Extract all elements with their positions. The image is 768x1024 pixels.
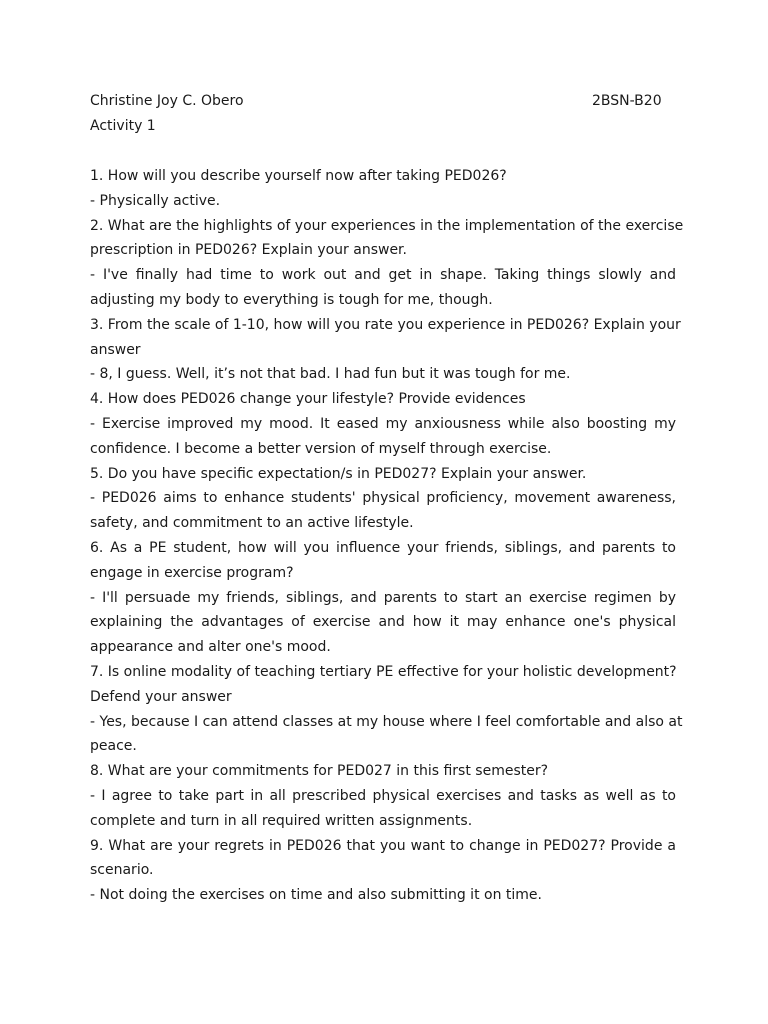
- text-line: 2. What are the highlights of your experiences in the implementation of the exercise: [90, 217, 684, 234]
- text-line: appearance and alter one's mood.: [90, 639, 331, 656]
- text-line: prescription in PED026? Explain your answer.: [90, 242, 407, 259]
- document-header: [90, 91, 676, 111]
- text-line: - 8, I guess. Well, it’s not that bad. I had fun but it was tough for me.: [90, 366, 571, 383]
- text-line: 7. Is online modality of teaching tertiary PE effective for your holistic development?: [90, 663, 677, 680]
- text-line: scenario.: [90, 862, 154, 879]
- text-line: - I'll persuade my friends, siblings, and parents to start an exercise regimen by: [90, 589, 676, 606]
- text-line: - PED026 aims to enhance students' physical proficiency, movement awareness,: [90, 490, 676, 507]
- text-line: - Yes, because I can attend classes at my house where I feel comfortable and also at: [90, 713, 683, 730]
- text-line: answer: [90, 341, 141, 358]
- text-line: - Physically active.: [90, 192, 221, 209]
- text-line: - Exercise improved my mood. It eased my anxiousness while also boosting my: [90, 415, 676, 432]
- text-line: - I agree to take part in all prescribed physical exercises and tasks as well as to: [90, 787, 676, 804]
- text-line: confidence. I become a better version of myself through exercise.: [90, 440, 552, 457]
- author-name: Christine Joy C. Obero: [90, 93, 244, 109]
- text-line: 4. How does PED026 change your lifestyle? Provide evidences: [90, 391, 526, 408]
- text-line: - I've finally had time to work out and get in shape. Taking things slowly and: [90, 267, 676, 284]
- document-body: [90, 164, 684, 908]
- text-line: 5. Do you have specific expectation/s in PED027? Explain your answer.: [90, 465, 587, 482]
- text-line: 3. From the scale of 1-10, how will you rate you experience in PED026? Explain your: [90, 316, 681, 333]
- text-line: peace.: [90, 738, 137, 755]
- text-line: 9. What are your regrets in PED026 that you want to change in PED027? Provide a: [90, 837, 676, 854]
- text-line: adjusting my body to everything is tough for me, though.: [90, 291, 493, 308]
- text-line: 6. As a PE student, how will you influence your friends, siblings, and parents to: [90, 539, 676, 556]
- text-line: complete and turn in all required written assignments.: [90, 812, 473, 829]
- activity-title: Activity 1: [90, 118, 156, 134]
- section-code: 2BSN-B20: [592, 93, 662, 109]
- text-line: 1. How will you describe yourself now after taking PED026?: [90, 168, 507, 184]
- text-line: safety, and commitment to an active lifestyle.: [90, 515, 414, 532]
- text-line: 8. What are your commitments for PED027 in this first semester?: [90, 763, 549, 780]
- text-line: engage in exercise program?: [90, 564, 294, 581]
- text-line: - Not doing the exercises on time and also submitting it on time.: [90, 887, 542, 904]
- text-line: explaining the advantages of exercise and how it may enhance one's physical: [90, 614, 676, 631]
- text-line: Defend your answer: [90, 688, 232, 705]
